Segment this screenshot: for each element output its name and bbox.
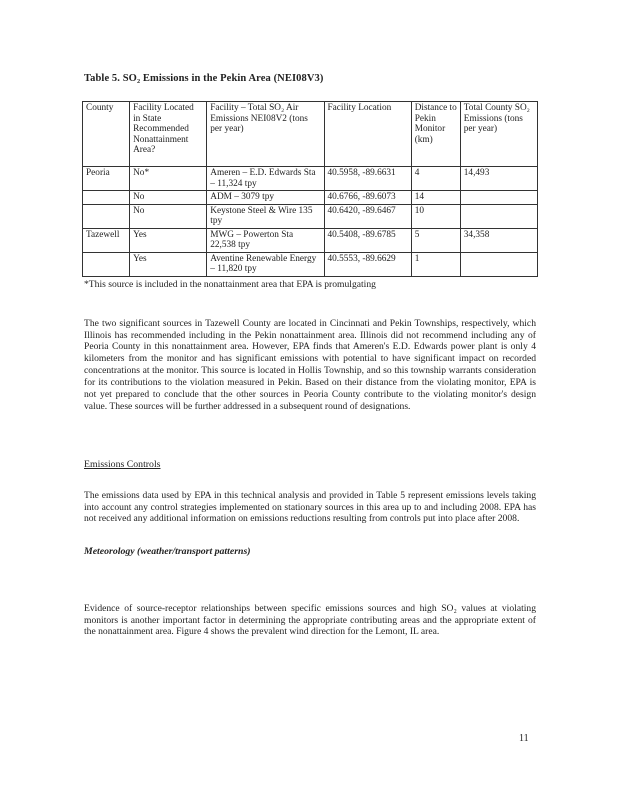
cell-location: 40.6420, -89.6467 (324, 204, 411, 228)
cell-in-area: Yes (130, 228, 207, 252)
table-row (83, 191, 538, 205)
cell-county: Peoria (83, 167, 130, 191)
header-facility-emissions: Facility – Total SO₂ Air Emissions NEI08V2 (tons per year) (207, 102, 324, 167)
cell-county-total: 14,493 (460, 167, 537, 191)
heading-emissions-controls: Emissions Controls (84, 459, 161, 470)
header-county: County (83, 102, 130, 167)
header-facility-location: Facility Location (324, 102, 411, 167)
paragraph-meteorology: Evidence of source-receptor relationships between specific emissions sources and high SO₂ values at violating monitors is another important factor in determining the appropriate contributing areas and the appropriate extent of the nonattainment area. Figure 4 shows the prevalent wind direction for the Lemont, IL area. (84, 602, 536, 638)
cell-county (83, 204, 130, 228)
table-title: Table 5. SO₂ Emissions in the Pekin Area (NEI08V3) (84, 73, 324, 84)
header-distance: Distance to Pekin Monitor (km) (411, 102, 460, 167)
table-row (83, 228, 538, 252)
paragraph-significant-sources: The two significant sources in Tazewell County are located in Cincinnati and Pekin Townships, respectively, which Illinois has recommended including in the Pekin nonattainment area. Illinois did not recommend including any of Peoria County in this nonattainment area. However, EPA finds that Ameren's E.D. Edwards power plant is only 4 kilometers from the monitor and has significant emissions with potential to have significant impact on recorded concentrations at the monitor. This source is located in Hollis Township, and so this township warrants consideration for its contributions to the violation measured in Pekin. Based on their distance from the violating monitor, EPA is not yet prepared to conclude that the other sources in Peoria County contribute to the violating monitor's design value. These sources will be further addressed in a subsequent round of designations. (84, 317, 536, 412)
table-header-row (83, 102, 538, 167)
cell-location: 40.6766, -89.6073 (324, 191, 411, 205)
table-row (83, 167, 538, 191)
cell-in-area: Yes (130, 252, 207, 276)
heading-meteorology: Meteorology (weather/transport patterns) (84, 546, 251, 557)
cell-location: 40.5408, -89.6785 (324, 228, 411, 252)
cell-facility: Keystone Steel & Wire 135 tpy (207, 204, 324, 228)
cell-distance: 14 (411, 191, 460, 205)
cell-location: 40.5553, -89.6629 (324, 252, 411, 276)
cell-facility: MWG – Powerton Sta 22,538 tpy (207, 228, 324, 252)
cell-facility: Ameren – E.D. Edwards Sta – 11,324 tpy (207, 167, 324, 191)
cell-county (83, 191, 130, 205)
cell-county: Tazewell (83, 228, 130, 252)
cell-in-area: No (130, 204, 207, 228)
cell-in-area: No (130, 191, 207, 205)
table-row (83, 204, 538, 228)
page-number: 11 (519, 733, 529, 744)
cell-county (83, 252, 130, 276)
cell-facility: ADM – 3079 tpy (207, 191, 324, 205)
cell-distance: 10 (411, 204, 460, 228)
paragraph-emissions-controls: The emissions data used by EPA in this technical analysis and provided in Table 5 represent emissions levels taking into account any control strategies implemented on stationary sources in this area up to and including 2008. EPA has not received any additional information on emissions reductions resulting from controls put into place after 2008. (84, 489, 536, 525)
cell-facility: Aventine Renewable Energy – 11,820 tpy (207, 252, 324, 276)
cell-distance: 5 (411, 228, 460, 252)
cell-county-total: 34,358 (460, 228, 537, 252)
cell-location: 40.5958, -89.6631 (324, 167, 411, 191)
cell-county-total (460, 204, 537, 228)
cell-distance: 1 (411, 252, 460, 276)
cell-in-area: No* (130, 167, 207, 191)
table-footnote: *This source is included in the nonattainment area that EPA is promulgating (84, 279, 376, 290)
header-state-recommended: Facility Located in State Recommended Nonattainment Area? (130, 102, 207, 167)
emissions-table (82, 101, 538, 277)
cell-distance: 4 (411, 167, 460, 191)
cell-county-total (460, 252, 537, 276)
table-row (83, 252, 538, 276)
cell-county-total (460, 191, 537, 205)
header-total-county: Total County SO₂ Emissions (tons per year) (460, 102, 537, 167)
